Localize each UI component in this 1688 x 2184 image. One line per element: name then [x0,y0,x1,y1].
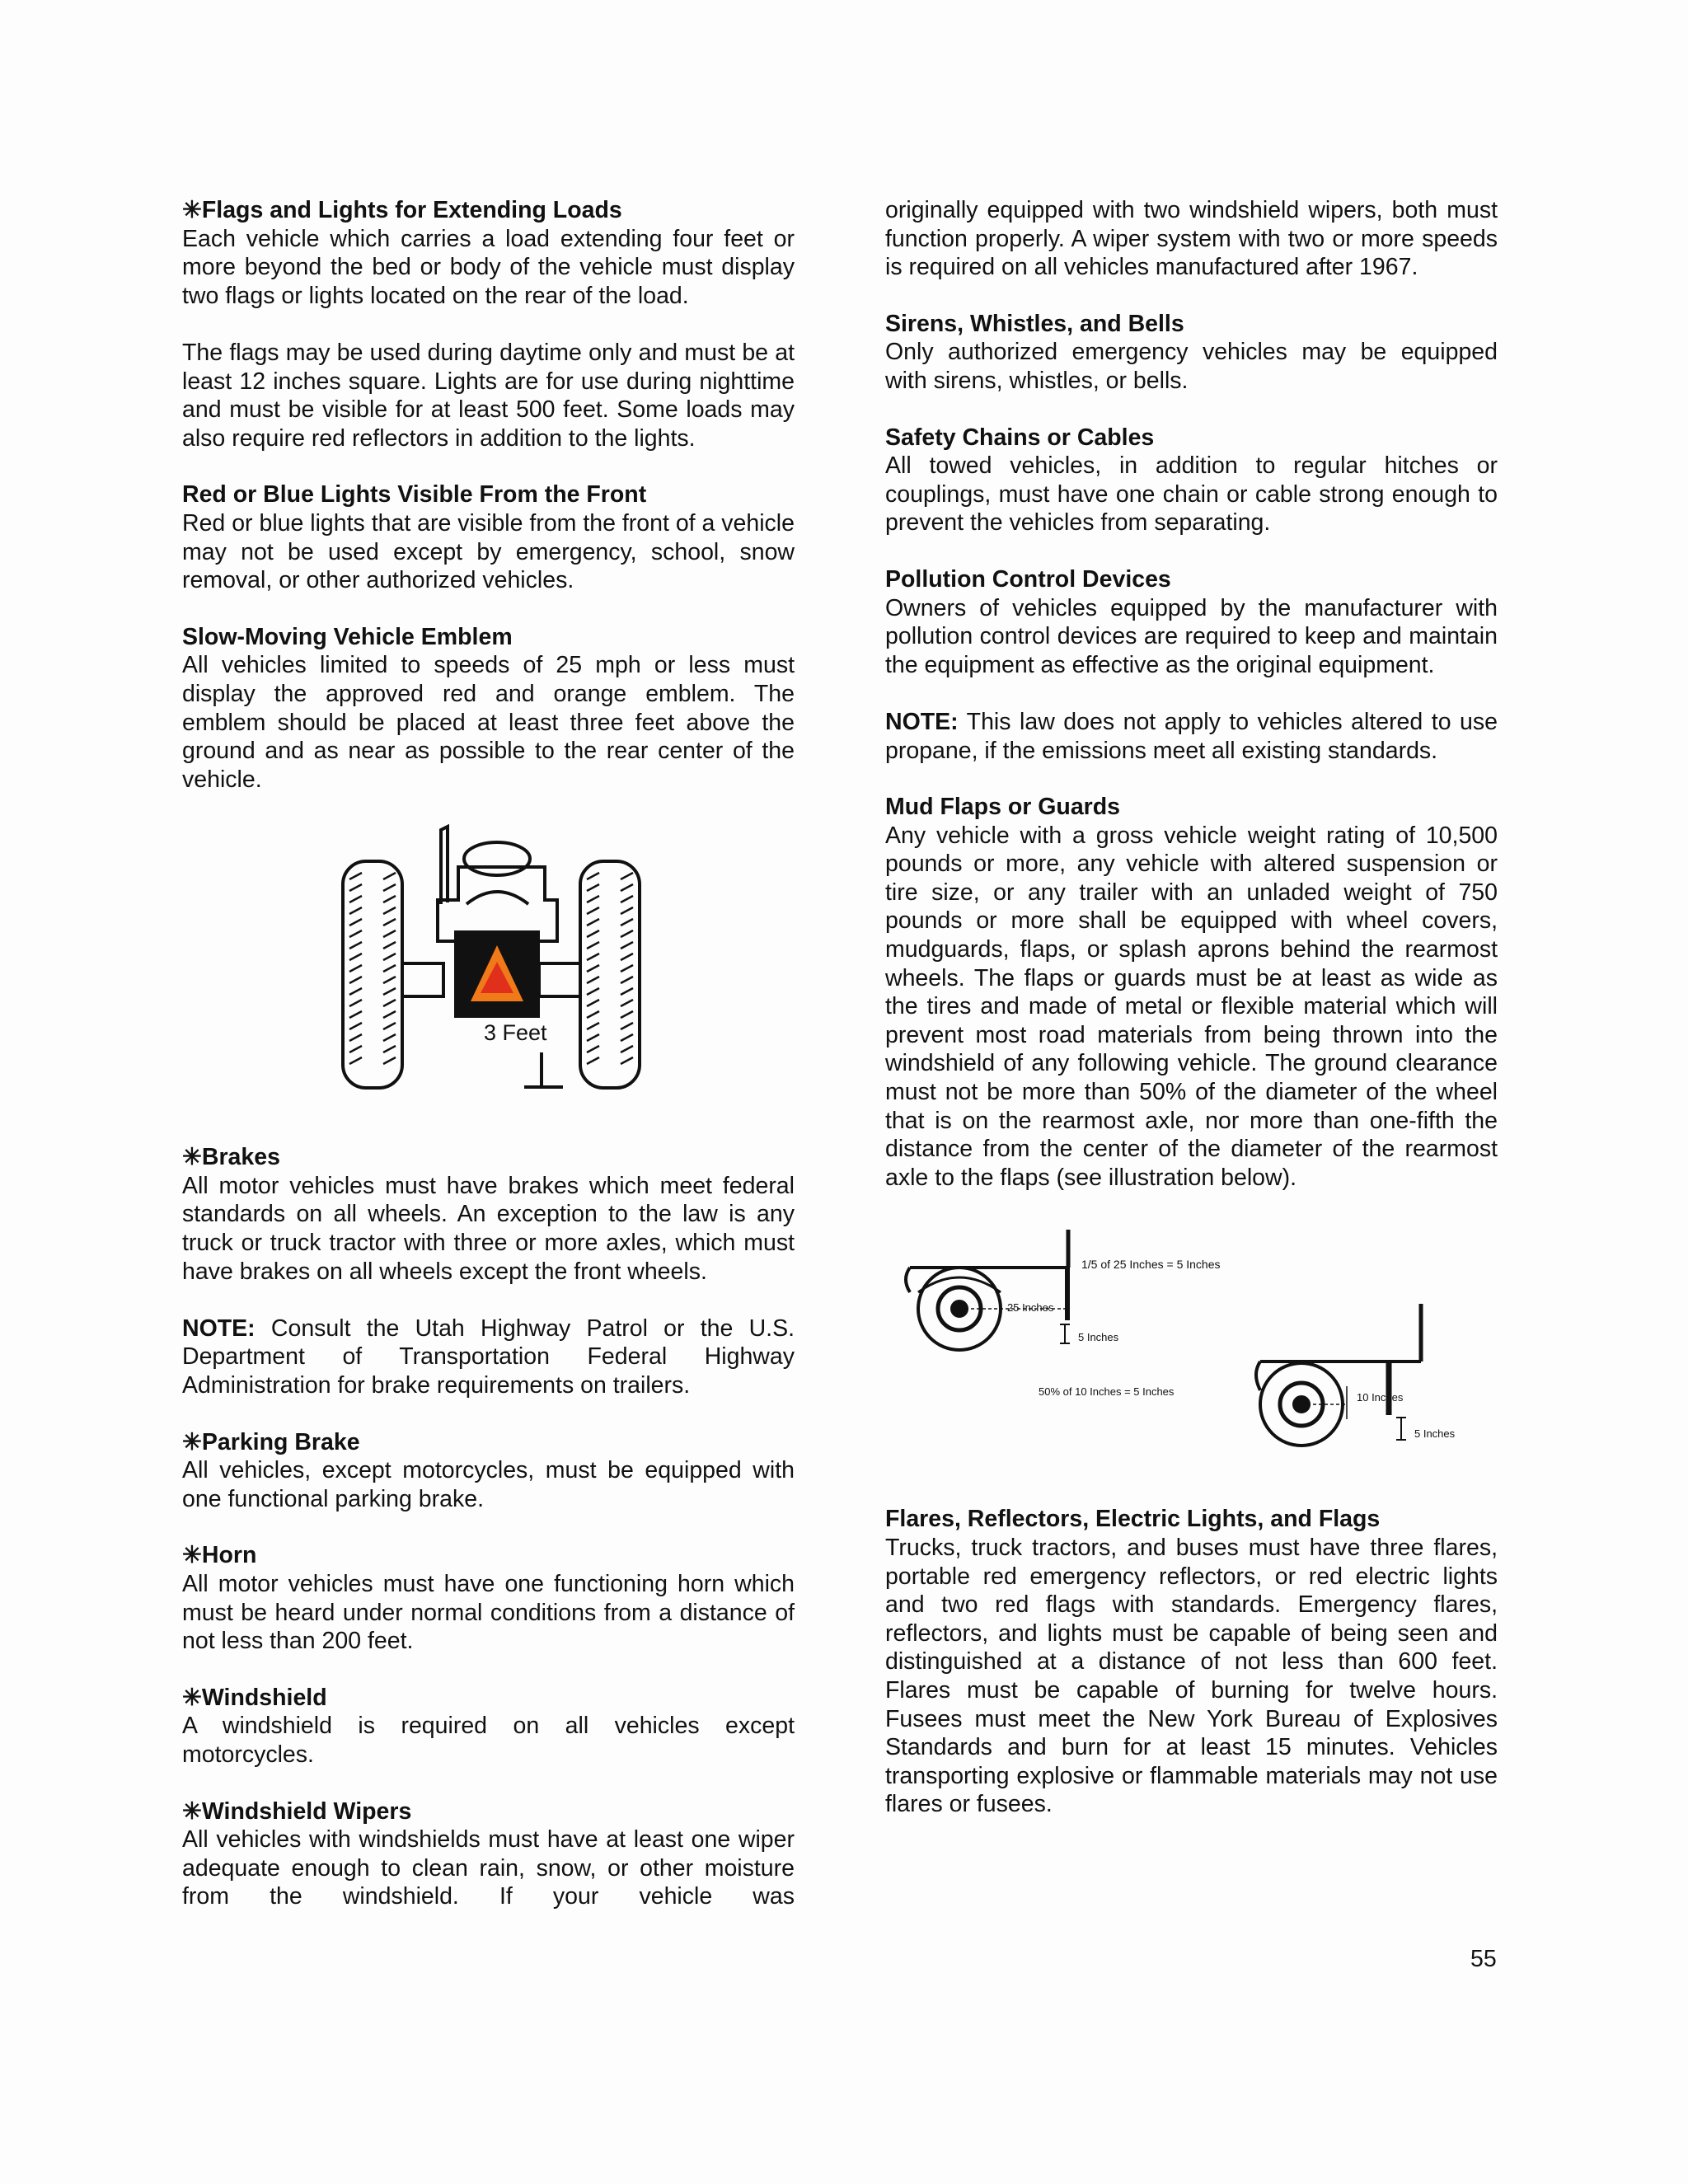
section-pollution-control [885,565,1498,765]
note-text: Consult the Utah Highway Patrol or the U.S. Department of Transportation Federal Highway Administration for brake requirements on trailers. [182,1315,795,1399]
left-column [182,196,795,1939]
heading-windshield: ✳Windshield [182,1684,327,1711]
heading-parking-brake: ✳Parking Brake [182,1428,360,1455]
right-column [885,196,1498,1847]
paragraph: Any vehicle with a gross vehicle weight rating of 10,500 pounds or more, any vehicle with altered suspension or tire size, or any trailer with an unladed weight of 750 pounds or more shall be equipped with wheel covers, mudguards, flaps, or splash aprons behind the rearmost wheels. The flaps or guards must be at least as wide as the tires and made of metal or flexible material which will prevent most road materials from being thrown into the windshield of any following vehicle. The ground clearance must not be more than 50% of the diameter of the wheel that is on the rearmost axle, nor more than one-fifth the distance from the center of the diameter of the rearmost axle to the flaps (see illustration below). [885,822,1498,1191]
heading-horn: ✳Horn [182,1542,257,1569]
section-wipers-continued [885,196,1498,282]
label-5-inches-a: 5 Inches [1078,1331,1119,1344]
heading-sirens: Sirens, Whistles, and Bells [885,310,1184,337]
note-paragraph [885,708,1498,765]
heading-windshield-wipers: ✳Windshield Wipers [182,1797,412,1825]
paragraph: A windshield is required on all vehicles except motorcycles. [182,1713,795,1768]
section-windshield-wipers [182,1797,795,1911]
exhaust-stack [441,827,448,904]
section-red-blue-lights [182,480,795,594]
heading-flags-lights: ✳Flags and Lights for Extending Loads [182,197,622,223]
paragraph: Each vehicle which carries a load extending four feet or more beyond the bed or body of the vehicle must display two flags or lights located on the rear of the load. [182,225,795,309]
section-mud-flaps [885,793,1498,1192]
tractor-body [438,867,557,941]
label-10-inches: 10 Inches [1357,1391,1404,1404]
heading-slow-moving-emblem: Slow-Moving Vehicle Emblem [182,623,513,650]
page-number: 55 [1470,1946,1497,1972]
steering-wheel [464,842,530,875]
paragraph: Trucks, truck tractors, and buses must have three flares, portable red emergency reflectors, or red electric lights and two red flags with standards. Emergency flares, reflectors, and lights must be capable of being seen and distinguished at a distance of not less than 600 feet. Flares must be capable of burning for twelve hours. Fusees must meet the New York Bureau of Explosives Standards and burn for at least 15 minutes. Vehicles transporting explosive or flammable materials may not use flares or fusees. [885,1535,1498,1818]
heading-flares: Flares, Reflectors, Electric Lights, and Flags [885,1506,1381,1533]
three-feet-label: 3 Feet [484,1020,547,1046]
paragraph: All motor vehicles must have brakes which meet federal standards on all wheels. An exception to the law is any truck or truck tractor with three or more axles, which must have brakes on all wheels except the front wheels. [182,1172,795,1285]
left-tire [343,861,402,1088]
heading-mud-flaps: Mud Flaps or Guards [885,794,1121,821]
tractor-drawing [182,822,795,1110]
paragraph: The flags may be used during daytime only and must be at least 12 inches square. Lights are for use during nighttime and must be visible for at least 500 feet. Some loads may also require red reflectors in addition to the lights. [182,339,795,452]
label-5-inches-b: 5 Inches [1414,1427,1456,1441]
section-windshield [182,1684,795,1769]
note-label: NOTE: [182,1315,256,1342]
paragraph: Red or blue lights that are visible from the front of a vehicle may not be used except by emergency, school, snow removal, or other authorized vehicles. [182,509,795,594]
paragraph: All vehicles limited to speeds of 25 mph or less must display the approved red and orange emblem. The emblem should be placed at least three feet above the ground and as near as possible to the rear center of the vehicle. [182,652,795,793]
note-label: NOTE: [885,708,959,735]
mudflap-clearance-illustration [885,1213,1498,1460]
right-tire [580,861,640,1088]
section-horn [182,1541,795,1655]
section-brakes [182,1143,795,1399]
paragraph: All motor vehicles must have one functioning horn which must be heard under normal conditions from a distance of not less than 200 feet. [182,1571,795,1655]
section-safety-chains [885,424,1498,537]
tractor-emblem-illustration [182,822,795,1110]
paragraph: originally equipped with two windshield wipers, both must function properly. A wiper system with two or more speeds is required on all vehicles manufactured after 1967. [885,197,1498,281]
note-paragraph [182,1315,795,1400]
section-flags-lights [182,196,795,452]
label-25-inches: 25 Inches [1007,1301,1054,1315]
paragraph: All towed vehicles, in addition to regular hitches or couplings, must have one chain or cable strong enough to prevent the vehicles from separating. [885,452,1498,537]
paragraph: All vehicles, except motorcycles, must be equipped with one functional parking brake. [182,1457,795,1512]
label-50pct-of-10: 50% of 10 Inches = 5 Inches [1039,1385,1175,1399]
mudflap-drawing [885,1213,1498,1460]
section-parking-brake [182,1428,795,1514]
note-text: This law does not apply to vehicles altered to use propane, if the emissions meet all existing standards. [885,708,1498,764]
section-sirens [885,310,1498,396]
heading-pollution-control: Pollution Control Devices [885,565,1171,593]
paragraph: Owners of vehicles equipped by the manufacturer with pollution control devices are required to keep and maintain the equipment as effective as the original equipment. [885,594,1498,678]
heading-red-blue-lights: Red or Blue Lights Visible From the Front [182,481,647,509]
heading-safety-chains: Safety Chains or Cables [885,424,1155,451]
heading-brakes: ✳Brakes [182,1144,280,1171]
section-flares [885,1505,1498,1819]
paragraph: All vehicles with windshields must have at least one wiper adequate enough to clean rain, snow, or other moisture from the windshield. If your vehicle was [182,1826,795,1910]
label-fifth-of-25: 1/5 of 25 Inches = 5 Inches [1081,1258,1221,1272]
paragraph: Only authorized emergency vehicles may be equipped with sirens, whistles, or bells. [885,339,1498,394]
section-slow-moving-emblem [182,623,795,794]
